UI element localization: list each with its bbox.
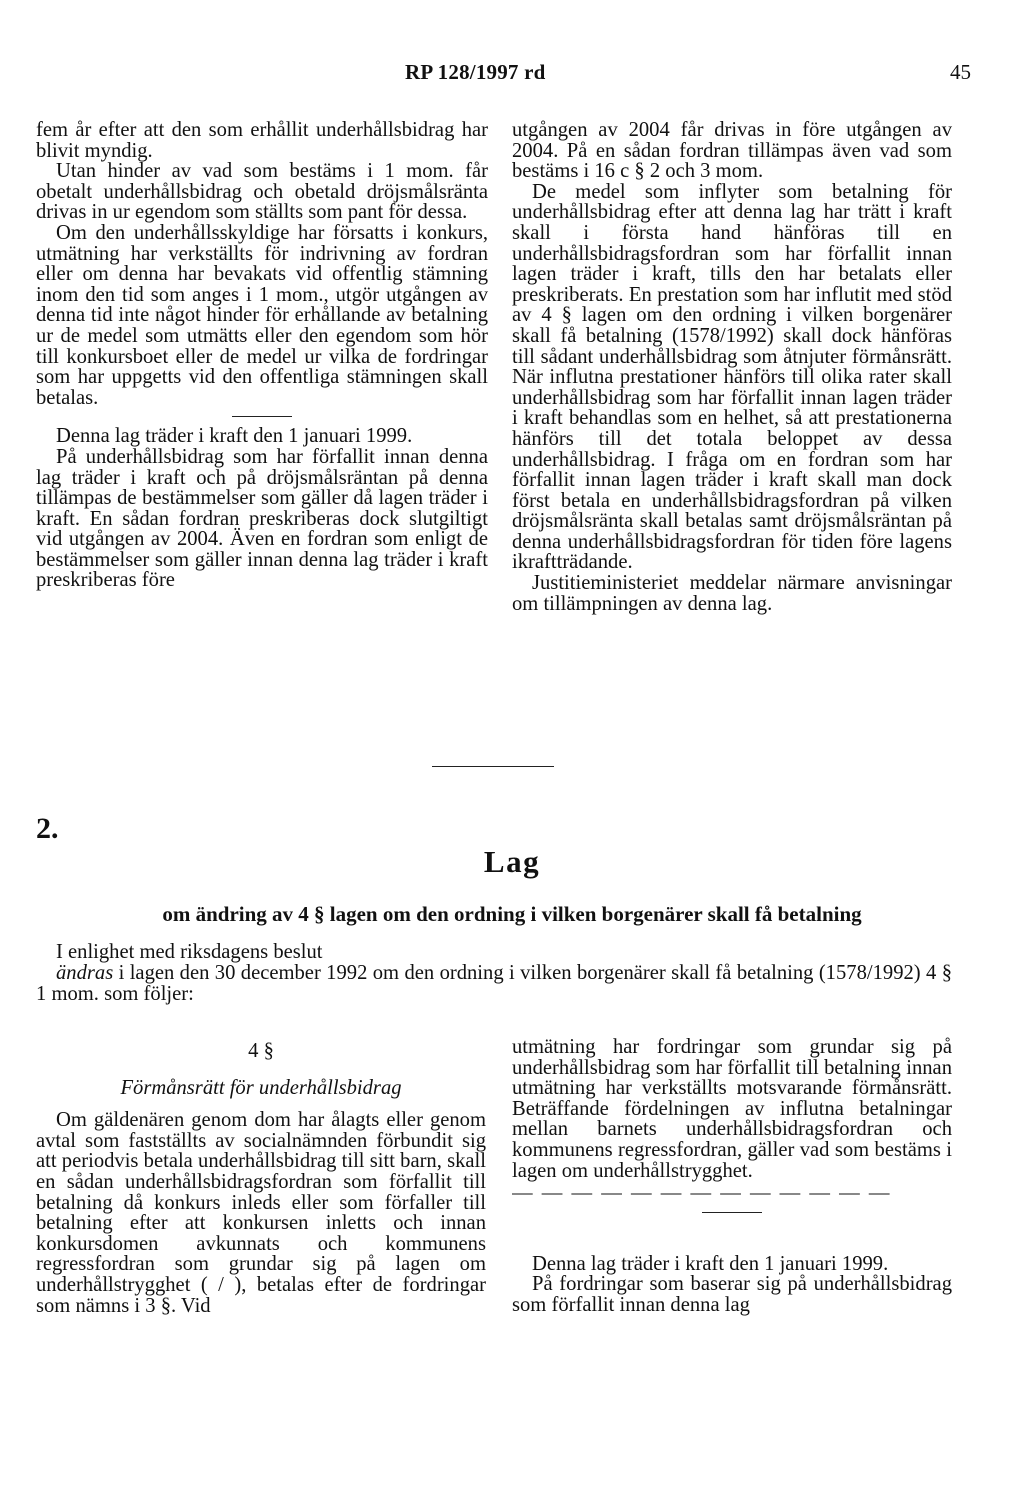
section-heading: Förmånsrätt för underhållsbidrag: [120, 1076, 402, 1099]
page-number: 45: [950, 60, 971, 84]
paragraph: utmätning har fordringar som grundar sig på underhållsbidrag som har förfallit till betalning innan utmätning har verkställts motsvarande förmånsrätt. Beträffande fördelningen av influtna betalningar mellan barnets underhållsbidragsfordran och kommunens regressfordran, gäller vad som bestäms i lagen om underhållstrygghet.: [512, 1036, 952, 1182]
section-number: 4 §: [248, 1040, 274, 1062]
paragraph: Utan hinder av vad som bestäms i 1 mom. får obetalt underhållsbidrag och obetald dröjsmålsränta drivas in ur egendom som ställts som pant för dessa.: [36, 160, 488, 224]
law-introduction: [36, 942, 952, 1005]
left-column-bottom: [36, 1037, 486, 1316]
amend-text: i lagen den 30 december 1992 om den ordning i vilken borgenärer skall få betalning (1578/1992) 4 § 1 mom. som följer:: [36, 962, 952, 1005]
law-number: 2.: [36, 812, 59, 845]
spacer: [512, 1222, 952, 1254]
paragraph: utgången av 2004 får drivas in före utgången av 2004. På en sådan fordran tillämpas även vad som bestäms i 16 c § 2 och 3 mom.: [512, 119, 952, 183]
amendment-clause: [36, 963, 952, 1005]
law-separator: [432, 766, 554, 767]
section-divider: [232, 416, 292, 417]
paragraph: På fordringar som baserar sig på underhållsbidrag som förfallit innan denna lag: [512, 1273, 952, 1316]
law-title: Lag: [483, 844, 541, 879]
section-divider: [702, 1212, 762, 1213]
paragraph: De medel som inflyter som betalning för underhållsbidrag efter att denna lag har trätt i kraft skall i första hand hänföras till en underhållsbidragsfordran som har förfallit innan lagen träder i kraft, tills den har betalats eller preskriberats. En prestation som har influtit med stöd av 4 § lagen om den ordning i vilken borgenärer skall få betalning (1578/1992) skall dock hänföras till sådant underhållsbidrag som åtnjuter förmånsrätt. När influtna prestationer hänförs till olika rater skall underhållsbidrag som har förfallit innan lagen träder i kraft behandlas som en helhet, så att prestationerna hänförs till det totala beloppet av dessa underhållsbidrag. I fråga om en fordran som har förfallit innan lagen träder i kraft skall man dock först betala en underhållsbidragsfordran på vilken dröjsmålsränta skall betalas samt dröjsmålsräntan på denna underhållsbidragsfordran för tiden före lagens ikraftträdande.: [512, 180, 952, 574]
paragraph: Denna lag träder i kraft den 1 januari 1999.: [532, 1252, 889, 1275]
paragraph: Denna lag träder i kraft den 1 januari 1999.: [56, 425, 413, 448]
paragraph: Justitieministeriet meddelar närmare anvisningar om tillämpningen av denna lag.: [512, 572, 952, 615]
paragraph: fem år efter att den som erhållit underhållsbidrag har blivit myndig.: [36, 119, 488, 162]
right-column-top: [512, 120, 952, 614]
paragraph: Om gäldenären genom dom har ålagts eller genom avtal som fastställts av socialnämnden förbundit sig att periodvis betala underhållsbidrag till sitt barn, skall en sådan underhållsbidragsfordran som förfallit till betalning då konkurs inleds eller som förfaller till betalning efter att konkursen inletts och innan konkursdomen avkunnats och kommunens regressfordran som grundar sig på lagen om underhållstrygghet ( / ), betalas efter de fordringar som nämns i 3 §. Vid: [36, 1109, 486, 1317]
law-subtitle: om ändring av 4 § lagen om den ordning i vilken borgenärer skall få betalning: [162, 902, 862, 926]
omission-dashes: — — — — — — — — — — — — —: [512, 1183, 892, 1204]
paragraph: På underhållsbidrag som har förfallit innan denna lag träder i kraft och på dröjsmålsräntan på denna tillämpas de bestämmelser som gäller då lagen träder i kraft. En sådan fordran preskriberas dock slutgiltigt vid utgången av 2004. Även en fordran som enligt de bestämmelser som gäller innan denna lag träder i kraft preskriberas före: [36, 445, 488, 592]
left-column-top: [36, 120, 488, 591]
amend-word: ändras: [56, 962, 114, 984]
enactment-clause: I enlighet med riksdagens beslut: [56, 941, 323, 963]
right-column-bottom: [512, 1037, 952, 1316]
document-reference: RP 128/1997 rd: [405, 60, 546, 84]
paragraph: Om den underhållsskyldige har försatts i konkurs, utmätning har verkställts för indrivning av fordran eller om denna har bevakats vid offentlig stämning inom den tid som anges i 1 mom., utgör utgången av denna tid inte något hinder för erhållande av betalning ur de medel som utmätts eller den egendom som hör till konkursboet eller de medel ur vilka de fordringar som har uppgetts vid den offentliga stämningen skall betalas.: [36, 221, 488, 409]
